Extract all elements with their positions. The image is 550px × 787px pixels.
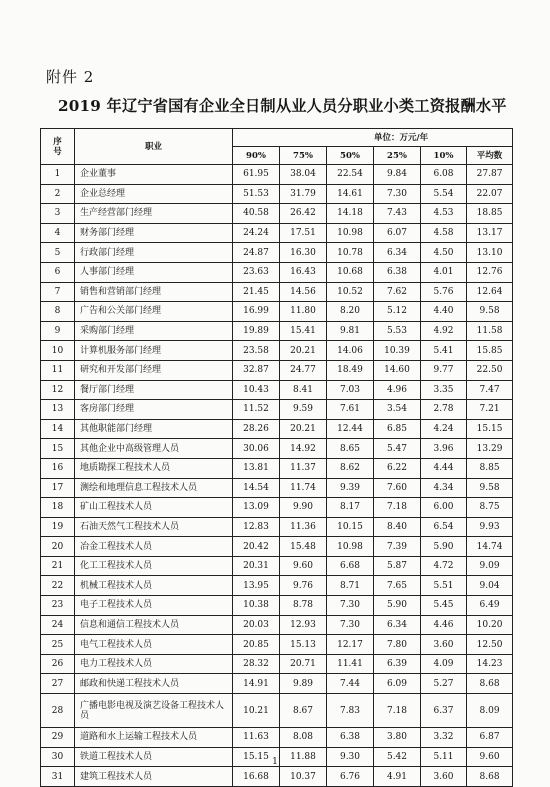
p50-cell: 9.81 [327,321,374,341]
p75-cell: 15.41 [280,321,327,341]
table-row [41,537,513,557]
header-seq: 序 号 [41,129,75,165]
p75-cell: 14.56 [280,282,327,302]
p50-cell: 6.68 [327,556,374,576]
document-title: 2019 年辽宁省国有企业全日制从业人员分职业小类工资报酬水平 [58,97,507,115]
p75-cell: 11.36 [280,517,327,537]
p50-cell: 11.41 [327,654,374,674]
average-cell: 22.07 [467,184,513,204]
p50-cell: 22.54 [327,165,374,185]
average-cell: 15.85 [467,341,513,361]
header-average: 平均数 [467,147,513,165]
row-number: 3 [41,204,75,224]
p75-cell: 11.37 [280,458,327,478]
p10-cell: 5.11 [421,747,467,767]
p75-cell: 20.21 [280,341,327,361]
p75-cell: 31.79 [280,184,327,204]
p75-cell: 14.92 [280,439,327,459]
average-cell: 8.68 [467,674,513,694]
average-cell: 11.58 [467,321,513,341]
p25-cell: 10.39 [374,341,421,361]
p90-cell: 12.83 [233,517,280,537]
average-cell: 8.85 [467,458,513,478]
p75-cell: 8.41 [280,380,327,400]
row-number: 2 [41,184,75,204]
table-row [41,615,513,635]
p90-cell: 30.06 [233,439,280,459]
occupation-cell: 客房部门经理 [75,400,233,420]
average-cell: 13.10 [467,243,513,263]
header-p25: 25% [374,147,421,165]
p50-cell: 12.17 [327,635,374,655]
p10-cell: 6.00 [421,498,467,518]
p10-cell: 5.51 [421,576,467,596]
p25-cell: 6.07 [374,223,421,243]
table-row [41,694,513,728]
p10-cell: 4.92 [421,321,467,341]
table-row [41,302,513,322]
row-number: 9 [41,321,75,341]
p90-cell: 61.95 [233,165,280,185]
p75-cell: 16.30 [280,243,327,263]
p90-cell: 51.53 [233,184,280,204]
p10-cell: 4.46 [421,615,467,635]
p25-cell: 7.18 [374,498,421,518]
p10-cell: 6.54 [421,517,467,537]
p25-cell: 7.18 [374,694,421,728]
p50-cell: 14.18 [327,204,374,224]
p75-cell: 17.51 [280,223,327,243]
p75-cell: 11.80 [280,302,327,322]
average-cell: 8.68 [467,767,513,787]
row-number: 4 [41,223,75,243]
occupation-cell: 研究和开发部门经理 [75,360,233,380]
occupation-cell: 地质勘探工程技术人员 [75,458,233,478]
p75-cell: 15.48 [280,537,327,557]
p10-cell: 4.44 [421,458,467,478]
table-row [41,341,513,361]
p25-cell: 8.40 [374,517,421,537]
p75-cell: 26.42 [280,204,327,224]
p25-cell: 7.62 [374,282,421,302]
row-number: 12 [41,380,75,400]
p25-cell: 5.42 [374,747,421,767]
p75-cell: 9.59 [280,400,327,420]
p10-cell: 6.37 [421,694,467,728]
table-row [41,635,513,655]
p10-cell: 5.76 [421,282,467,302]
p50-cell: 7.83 [327,694,374,728]
p75-cell: 15.13 [280,635,327,655]
occupation-cell: 矿山工程技术人员 [75,498,233,518]
table-row [41,204,513,224]
average-cell: 15.15 [467,419,513,439]
p10-cell: 5.27 [421,674,467,694]
row-number: 27 [41,674,75,694]
table-row [41,400,513,420]
p50-cell: 10.78 [327,243,374,263]
p50-cell: 6.76 [327,767,374,787]
occupation-cell: 电子工程技术人员 [75,596,233,616]
occupation-cell: 广播电影电视及演艺设备工程技术人员 [75,694,233,728]
header-p90: 90% [233,147,280,165]
table-row [41,767,513,787]
p25-cell: 14.60 [374,360,421,380]
header-p50: 50% [327,147,374,165]
occupation-cell: 广告和公关部门经理 [75,302,233,322]
header-p75: 75% [280,147,327,165]
row-number: 15 [41,439,75,459]
p10-cell: 4.50 [421,243,467,263]
p75-cell: 24.77 [280,360,327,380]
p90-cell: 24.24 [233,223,280,243]
table-row [41,223,513,243]
average-cell: 22.50 [467,360,513,380]
p90-cell: 16.68 [233,767,280,787]
p90-cell: 23.63 [233,262,280,282]
p75-cell: 9.90 [280,498,327,518]
row-number: 1 [41,165,75,185]
p75-cell: 9.76 [280,576,327,596]
p75-cell: 16.43 [280,262,327,282]
occupation-cell: 冶金工程技术人员 [75,537,233,557]
unit-label: 单位：万元/年 [233,129,513,147]
average-cell: 9.60 [467,747,513,767]
p90-cell: 13.95 [233,576,280,596]
p90-cell: 28.26 [233,419,280,439]
p25-cell: 7.43 [374,204,421,224]
occupation-cell: 餐厅部门经理 [75,380,233,400]
p10-cell: 4.72 [421,556,467,576]
row-number: 7 [41,282,75,302]
average-cell: 7.47 [467,380,513,400]
average-cell: 12.50 [467,635,513,655]
p25-cell: 5.90 [374,596,421,616]
p90-cell: 20.42 [233,537,280,557]
average-cell: 8.09 [467,694,513,728]
row-number: 10 [41,341,75,361]
average-cell: 9.93 [467,517,513,537]
occupation-cell: 机械工程技术人员 [75,576,233,596]
p75-cell: 8.08 [280,728,327,748]
p25-cell: 3.80 [374,728,421,748]
p25-cell: 6.22 [374,458,421,478]
p10-cell: 9.77 [421,360,467,380]
average-cell: 6.49 [467,596,513,616]
p50-cell: 8.20 [327,302,374,322]
average-cell: 13.17 [467,223,513,243]
p90-cell: 10.21 [233,694,280,728]
p50-cell: 7.03 [327,380,374,400]
row-number: 24 [41,615,75,635]
table-row [41,596,513,616]
p10-cell: 5.54 [421,184,467,204]
p10-cell: 4.24 [421,419,467,439]
table-row [41,674,513,694]
p75-cell: 20.71 [280,654,327,674]
p25-cell: 7.80 [374,635,421,655]
p10-cell: 4.40 [421,302,467,322]
average-cell: 9.09 [467,556,513,576]
row-number: 30 [41,747,75,767]
p90-cell: 16.99 [233,302,280,322]
occupation-cell: 销售和营销部门经理 [75,282,233,302]
row-number: 18 [41,498,75,518]
p90-cell: 20.03 [233,615,280,635]
p25-cell: 7.30 [374,184,421,204]
p50-cell: 14.06 [327,341,374,361]
occupation-cell: 企业董事 [75,165,233,185]
p90-cell: 14.91 [233,674,280,694]
p25-cell: 6.38 [374,262,421,282]
p90-cell: 10.43 [233,380,280,400]
p90-cell: 11.52 [233,400,280,420]
p10-cell: 3.35 [421,380,467,400]
p50-cell: 7.30 [327,615,374,635]
occupation-cell: 其他职能部门经理 [75,419,233,439]
p90-cell: 20.31 [233,556,280,576]
p10-cell: 4.58 [421,223,467,243]
table-row [41,380,513,400]
p10-cell: 5.45 [421,596,467,616]
row-number: 25 [41,635,75,655]
row-number: 26 [41,654,75,674]
wage-table [40,128,513,787]
p90-cell: 19.89 [233,321,280,341]
occupation-cell: 道路和水上运输工程技术人员 [75,728,233,748]
row-number: 11 [41,360,75,380]
p90-cell: 40.58 [233,204,280,224]
table-row [41,262,513,282]
average-cell: 14.74 [467,537,513,557]
p25-cell: 6.34 [374,615,421,635]
occupation-cell: 企业总经理 [75,184,233,204]
p25-cell: 5.12 [374,302,421,322]
table-row [41,458,513,478]
occupation-cell: 信息和通信工程技术人员 [75,615,233,635]
p75-cell: 11.74 [280,478,327,498]
occupation-cell: 化工工程技术人员 [75,556,233,576]
occupation-cell: 其他企业中高级管理人员 [75,439,233,459]
p25-cell: 9.84 [374,165,421,185]
p75-cell: 8.67 [280,694,327,728]
p25-cell: 5.47 [374,439,421,459]
occupation-cell: 电力工程技术人员 [75,654,233,674]
p25-cell: 6.85 [374,419,421,439]
row-number: 21 [41,556,75,576]
p25-cell: 4.91 [374,767,421,787]
row-number: 29 [41,728,75,748]
occupation-cell: 生产经营部门经理 [75,204,233,224]
p10-cell: 4.53 [421,204,467,224]
p50-cell: 7.44 [327,674,374,694]
p75-cell: 9.89 [280,674,327,694]
occupation-cell: 计算机服务部门经理 [75,341,233,361]
p25-cell: 4.96 [374,380,421,400]
occupation-cell: 邮政和快递工程技术人员 [75,674,233,694]
average-cell: 9.04 [467,576,513,596]
p75-cell: 9.60 [280,556,327,576]
p90-cell: 11.63 [233,728,280,748]
p50-cell: 10.15 [327,517,374,537]
p50-cell: 10.98 [327,223,374,243]
p75-cell: 8.78 [280,596,327,616]
p25-cell: 7.39 [374,537,421,557]
average-cell: 27.87 [467,165,513,185]
p10-cell: 4.34 [421,478,467,498]
row-number: 19 [41,517,75,537]
row-number: 8 [41,302,75,322]
p75-cell: 11.88 [280,747,327,767]
p50-cell: 8.65 [327,439,374,459]
table-row [41,556,513,576]
p90-cell: 20.85 [233,635,280,655]
p25-cell: 6.34 [374,243,421,263]
average-cell: 18.85 [467,204,513,224]
occupation-cell: 电气工程技术人员 [75,635,233,655]
average-cell: 10.20 [467,615,513,635]
p10-cell: 3.32 [421,728,467,748]
average-cell: 7.21 [467,400,513,420]
table-row [41,184,513,204]
row-number: 28 [41,694,75,728]
p10-cell: 4.09 [421,654,467,674]
p50-cell: 9.30 [327,747,374,767]
p10-cell: 2.78 [421,400,467,420]
table-row [41,321,513,341]
row-number: 13 [41,400,75,420]
p50-cell: 7.30 [327,596,374,616]
p50-cell: 10.68 [327,262,374,282]
header-p10: 10% [421,147,467,165]
table-row [41,478,513,498]
row-number: 22 [41,576,75,596]
table-row [41,419,513,439]
row-number: 23 [41,596,75,616]
table-row [41,576,513,596]
p10-cell: 3.60 [421,767,467,787]
occupation-cell: 人事部门经理 [75,262,233,282]
average-cell: 6.87 [467,728,513,748]
p25-cell: 7.65 [374,576,421,596]
table-row [41,439,513,459]
p25-cell: 6.09 [374,674,421,694]
p75-cell: 12.93 [280,615,327,635]
table-row [41,243,513,263]
p50-cell: 6.38 [327,728,374,748]
header-occupation: 职业 [75,129,233,165]
row-number: 20 [41,537,75,557]
p90-cell: 32.87 [233,360,280,380]
p90-cell: 14.54 [233,478,280,498]
row-number: 5 [41,243,75,263]
p90-cell: 28.32 [233,654,280,674]
occupation-cell: 铁道工程技术人员 [75,747,233,767]
table-body [41,165,513,787]
p25-cell: 5.87 [374,556,421,576]
table-row [41,498,513,518]
occupation-cell: 建筑工程技术人员 [75,767,233,787]
p50-cell: 10.98 [327,537,374,557]
table-row [41,360,513,380]
average-cell: 12.76 [467,262,513,282]
occupation-cell: 石油天然气工程技术人员 [75,517,233,537]
p25-cell: 3.54 [374,400,421,420]
attachment-label: 附件 2 [46,68,95,86]
p90-cell: 13.09 [233,498,280,518]
average-cell: 9.58 [467,478,513,498]
p50-cell: 8.62 [327,458,374,478]
average-cell: 9.58 [467,302,513,322]
p25-cell: 5.53 [374,321,421,341]
p50-cell: 9.39 [327,478,374,498]
p10-cell: 6.08 [421,165,467,185]
row-number: 14 [41,419,75,439]
average-cell: 13.29 [467,439,513,459]
p50-cell: 7.61 [327,400,374,420]
p75-cell: 10.37 [280,767,327,787]
p25-cell: 6.39 [374,654,421,674]
average-cell: 8.75 [467,498,513,518]
table-row [41,728,513,748]
occupation-cell: 财务部门经理 [75,223,233,243]
average-cell: 12.64 [467,282,513,302]
row-number: 16 [41,458,75,478]
p10-cell: 5.90 [421,537,467,557]
occupation-cell: 行政部门经理 [75,243,233,263]
p90-cell: 10.38 [233,596,280,616]
p10-cell: 3.96 [421,439,467,459]
p50-cell: 8.71 [327,576,374,596]
p25-cell: 7.60 [374,478,421,498]
p50-cell: 10.52 [327,282,374,302]
occupation-cell: 测绘和地理信息工程技术人员 [75,478,233,498]
average-cell: 14.23 [467,654,513,674]
p90-cell: 24.87 [233,243,280,263]
p90-cell: 21.45 [233,282,280,302]
row-number: 17 [41,478,75,498]
p50-cell: 8.17 [327,498,374,518]
p90-cell: 15.15 [233,747,280,767]
p90-cell: 23.58 [233,341,280,361]
p50-cell: 12.44 [327,419,374,439]
table-row [41,517,513,537]
row-number: 6 [41,262,75,282]
row-number: 31 [41,767,75,787]
p10-cell: 5.41 [421,341,467,361]
table-row [41,165,513,185]
p90-cell: 13.81 [233,458,280,478]
occupation-cell: 采购部门经理 [75,321,233,341]
p75-cell: 38.04 [280,165,327,185]
p50-cell: 18.49 [327,360,374,380]
p10-cell: 3.60 [421,635,467,655]
p50-cell: 14.61 [327,184,374,204]
table-row [41,654,513,674]
p75-cell: 20.21 [280,419,327,439]
p10-cell: 4.01 [421,262,467,282]
table-row [41,282,513,302]
page-number: 1 [272,757,278,767]
